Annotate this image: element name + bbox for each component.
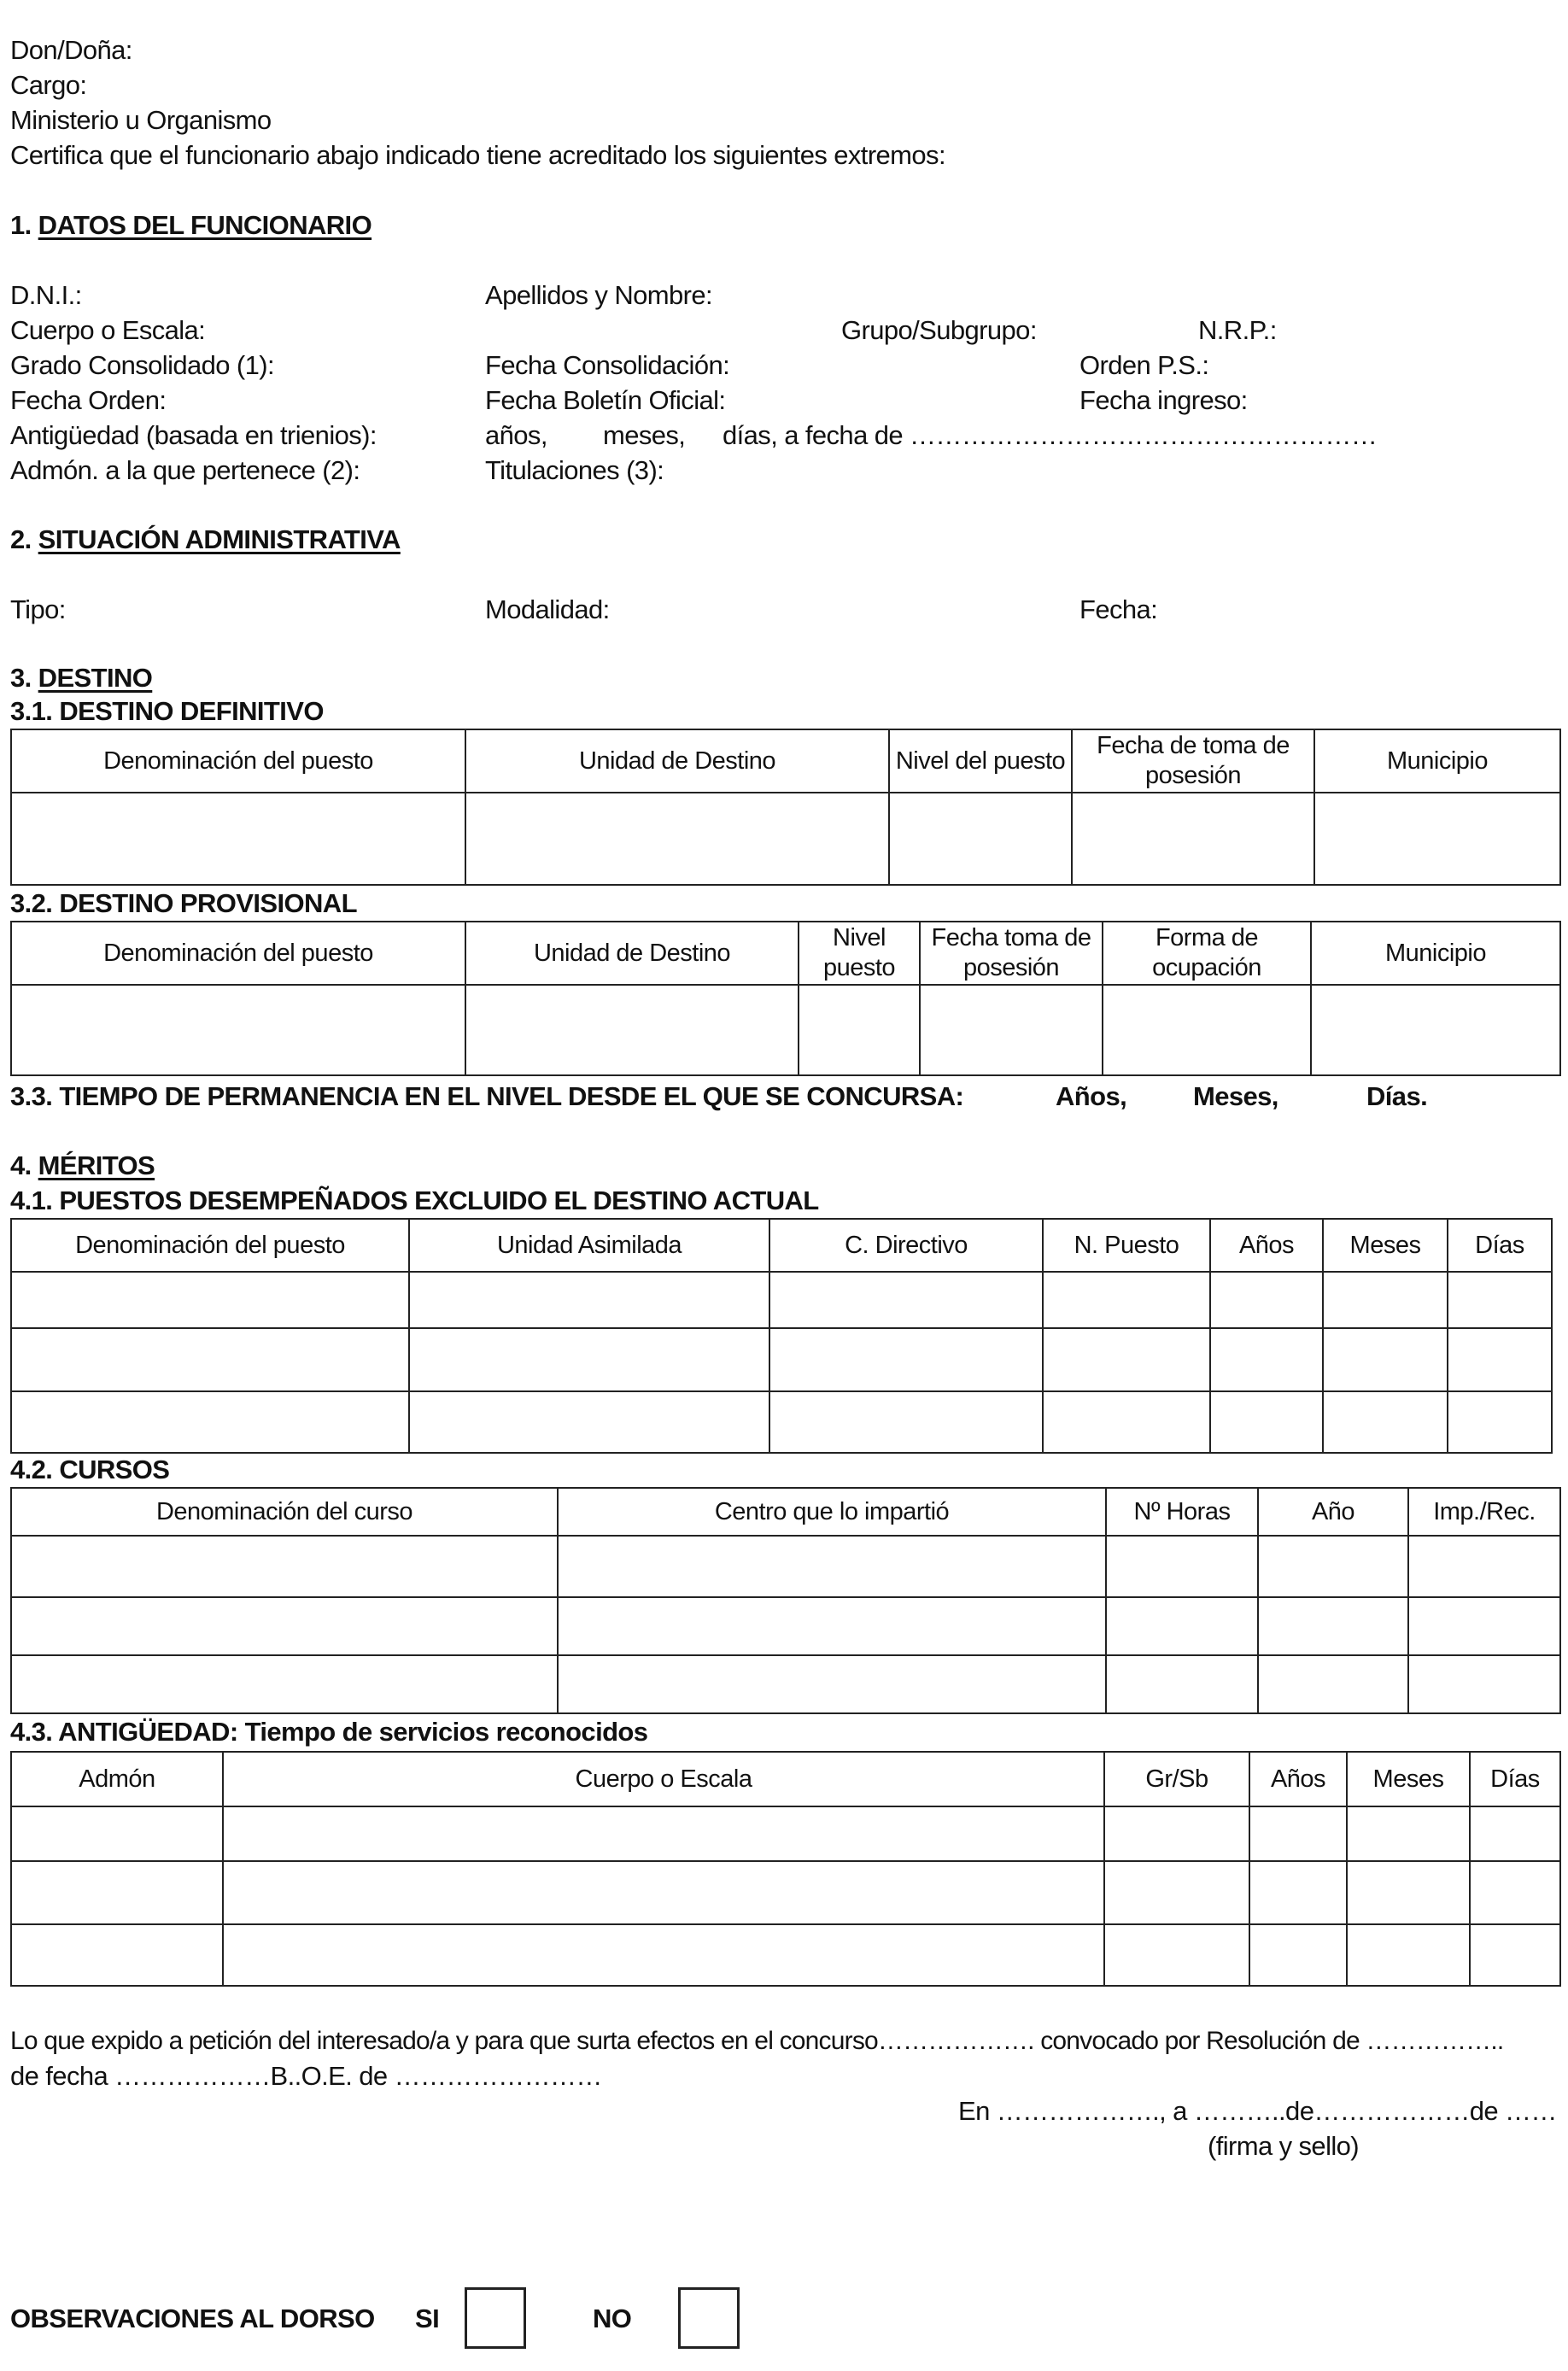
table-row — [11, 1391, 1552, 1453]
input-cell[interactable] — [1448, 1391, 1552, 1453]
column-header: Nº Horas — [1106, 1488, 1258, 1536]
input-cell[interactable] — [1210, 1391, 1323, 1453]
input-cell[interactable] — [920, 985, 1103, 1075]
input-cell[interactable] — [11, 1806, 223, 1861]
column-header: Unidad de Destino — [465, 922, 799, 985]
antiguedad-title: 4.3. ANTIGÜEDAD: Tiempo de servicios reconocidos — [10, 1717, 648, 1747]
table-row — [11, 1597, 1560, 1655]
column-header: Cuerpo o Escala — [223, 1752, 1104, 1806]
meses-label: meses, — [603, 420, 686, 450]
input-cell[interactable] — [1210, 1328, 1323, 1391]
table-header-row — [11, 922, 1560, 985]
column-header: Nivel del puesto — [889, 729, 1072, 793]
column-header: Años — [1249, 1752, 1347, 1806]
column-header: Fecha de toma de posesión — [1072, 729, 1314, 793]
column-header: Centro que lo impartió — [558, 1488, 1106, 1536]
column-header: Unidad Asimilada — [409, 1219, 769, 1272]
table-row — [11, 793, 1560, 885]
input-cell[interactable] — [1470, 1924, 1560, 1986]
certifica-text: Certifica que el funcionario abajo indicado tiene acreditado los siguientes extremos: — [10, 140, 945, 170]
input-cell[interactable] — [409, 1272, 769, 1328]
input-cell[interactable] — [465, 793, 889, 885]
input-cell[interactable] — [1106, 1536, 1258, 1597]
input-cell[interactable] — [11, 1861, 223, 1924]
destino-provisional-table — [10, 921, 1561, 1076]
input-cell[interactable] — [1323, 1391, 1448, 1453]
apellidos-label: Apellidos y Nombre: — [485, 280, 712, 310]
column-header: Meses — [1323, 1219, 1448, 1272]
input-cell[interactable] — [1323, 1328, 1448, 1391]
cargo-label: Cargo: — [10, 70, 87, 100]
input-cell[interactable] — [1043, 1272, 1210, 1328]
ministerio-label: Ministerio u Organismo — [10, 105, 272, 135]
observaciones-label: OBSERVACIONES AL DORSO — [10, 2304, 375, 2333]
input-cell[interactable] — [223, 1806, 1104, 1861]
column-header: Municipio — [1311, 922, 1560, 985]
section-3-number: 3. — [10, 663, 32, 693]
fecha-orden-label: Fecha Orden: — [10, 385, 167, 415]
dni-label: D.N.I.: — [10, 280, 82, 310]
input-cell[interactable] — [465, 985, 799, 1075]
input-cell[interactable] — [1448, 1272, 1552, 1328]
input-cell[interactable] — [1470, 1806, 1560, 1861]
section-4-heading — [10, 1149, 155, 1183]
column-header: Fecha toma de posesión — [920, 922, 1103, 985]
input-cell[interactable] — [769, 1272, 1043, 1328]
table-row — [11, 1924, 1560, 1986]
column-header: Unidad de Destino — [465, 729, 889, 793]
table-row — [11, 1655, 1560, 1713]
input-cell[interactable] — [11, 1655, 558, 1713]
fecha-consolidacion-label: Fecha Consolidación: — [485, 350, 730, 380]
input-cell[interactable] — [409, 1328, 769, 1391]
titulaciones-label: Titulaciones (3): — [485, 455, 664, 485]
input-cell[interactable] — [1347, 1806, 1470, 1861]
section-2-title: SITUACIÓN ADMINISTRATIVA — [38, 524, 401, 554]
input-cell[interactable] — [1408, 1655, 1560, 1713]
section-1-title: DATOS DEL FUNCIONARIO — [38, 210, 372, 240]
input-cell[interactable] — [11, 1536, 558, 1597]
column-header: Denominación del puesto — [11, 1219, 409, 1272]
admon-label: Admón. a la que pertenece (2): — [10, 455, 360, 485]
input-cell[interactable] — [1470, 1861, 1560, 1924]
input-cell[interactable] — [1408, 1597, 1560, 1655]
no-checkbox[interactable] — [678, 2287, 740, 2349]
tipo-label: Tipo: — [10, 594, 66, 624]
input-cell[interactable] — [1258, 1655, 1408, 1713]
column-header: Imp./Rec. — [1408, 1488, 1560, 1536]
column-header: Gr/Sb — [1104, 1752, 1249, 1806]
orden-ps-label: Orden P.S.: — [1079, 350, 1209, 380]
nrp-label: N.R.P.: — [1198, 315, 1277, 345]
input-cell[interactable] — [558, 1655, 1106, 1713]
input-cell[interactable] — [1258, 1597, 1408, 1655]
input-cell[interactable] — [769, 1328, 1043, 1391]
input-cell[interactable] — [1347, 1924, 1470, 1986]
input-cell[interactable] — [409, 1391, 769, 1453]
permanencia-anos: Años, — [1056, 1081, 1127, 1111]
column-header: Año — [1258, 1488, 1408, 1536]
column-header: Forma de ocupación — [1103, 922, 1311, 985]
table-row — [11, 1272, 1552, 1328]
section-2-heading — [10, 523, 401, 557]
fecha-label: Fecha: — [1079, 594, 1158, 624]
permanencia-dias: Días. — [1366, 1081, 1428, 1111]
column-header: Días — [1448, 1219, 1552, 1272]
column-header: N. Puesto — [1043, 1219, 1210, 1272]
section-1-heading — [10, 208, 372, 243]
si-label: SI — [415, 2304, 440, 2333]
grupo-label: Grupo/Subgrupo: — [841, 315, 1037, 345]
table-row — [11, 985, 1560, 1075]
input-cell[interactable] — [11, 793, 465, 885]
section-1-number: 1. — [10, 210, 32, 240]
input-cell[interactable] — [889, 793, 1072, 885]
permanencia-meses: Meses, — [1193, 1081, 1278, 1111]
section-3-title: DESTINO — [38, 663, 153, 693]
table-header-row — [11, 1219, 1552, 1272]
fecha-boe-text: de fecha ………………B..O.E. de …………………… — [10, 2061, 602, 2091]
expido-text: Lo que expido a petición del interesado/a y para que surta efectos en el concurso………………. convocado por Resolución de …………….. — [10, 2027, 1504, 2055]
input-cell[interactable] — [1106, 1597, 1258, 1655]
input-cell[interactable] — [1104, 1806, 1249, 1861]
input-cell[interactable] — [11, 985, 465, 1075]
input-cell[interactable] — [1311, 985, 1560, 1075]
puestos-title: 4.1. PUESTOS DESEMPEÑADOS EXCLUIDO EL DESTINO ACTUAL — [10, 1186, 819, 1215]
column-header: Meses — [1347, 1752, 1470, 1806]
input-cell[interactable] — [1249, 1806, 1347, 1861]
puestos-table — [10, 1218, 1553, 1454]
cursos-title: 4.2. CURSOS — [10, 1455, 170, 1484]
input-cell[interactable] — [1323, 1272, 1448, 1328]
firma-sello-label: (firma y sello) — [1208, 2131, 1360, 2161]
input-cell[interactable] — [558, 1597, 1106, 1655]
input-cell[interactable] — [1408, 1536, 1560, 1597]
input-cell[interactable] — [1258, 1536, 1408, 1597]
section-2-number: 2. — [10, 524, 32, 554]
input-cell[interactable] — [1104, 1861, 1249, 1924]
destino-definitivo-table — [10, 729, 1561, 886]
input-cell[interactable] — [1104, 1924, 1249, 1986]
column-header: Días — [1470, 1752, 1560, 1806]
section-4-number: 4. — [10, 1150, 32, 1180]
input-cell[interactable] — [1249, 1861, 1347, 1924]
input-cell[interactable] — [1072, 793, 1314, 885]
input-cell[interactable] — [1043, 1328, 1210, 1391]
section-4-title: MÉRITOS — [38, 1150, 155, 1180]
fecha-boletin-label: Fecha Boletín Oficial: — [485, 385, 726, 415]
column-header: Nivel puesto — [799, 922, 920, 985]
si-checkbox[interactable] — [465, 2287, 526, 2349]
input-cell[interactable] — [1347, 1861, 1470, 1924]
lugar-fecha-text: En ………………., a ………..de………………de …… — [958, 2096, 1557, 2126]
grado-label: Grado Consolidado (1): — [10, 350, 275, 380]
fecha-ingreso-label: Fecha ingreso: — [1079, 385, 1248, 415]
modalidad-label: Modalidad: — [485, 594, 610, 624]
destino-definitivo-title: 3.1. DESTINO DEFINITIVO — [10, 696, 324, 726]
input-cell[interactable] — [1043, 1391, 1210, 1453]
input-cell[interactable] — [11, 1328, 409, 1391]
table-header-row — [11, 1752, 1560, 1806]
table-row — [11, 1328, 1552, 1391]
input-cell[interactable] — [799, 985, 920, 1075]
dias-fecha-label: días, a fecha de ……………………………………………… — [723, 420, 1378, 450]
destino-provisional-title: 3.2. DESTINO PROVISIONAL — [10, 888, 357, 918]
don-label: Don/Doña: — [10, 35, 132, 65]
section-3-heading — [10, 661, 152, 695]
input-cell[interactable] — [11, 1391, 409, 1453]
table-row — [11, 1536, 1560, 1597]
input-cell[interactable] — [1210, 1272, 1323, 1328]
input-cell[interactable] — [223, 1861, 1104, 1924]
antiguedad-table — [10, 1751, 1561, 1987]
table-header-row — [11, 1488, 1560, 1536]
anos-label: años, — [485, 420, 547, 450]
input-cell[interactable] — [11, 1272, 409, 1328]
column-header: Denominación del curso — [11, 1488, 558, 1536]
no-label: NO — [593, 2304, 632, 2333]
input-cell[interactable] — [1448, 1328, 1552, 1391]
cuerpo-label: Cuerpo o Escala: — [10, 315, 206, 345]
input-cell[interactable] — [11, 1924, 223, 1986]
column-header: Admón — [11, 1752, 223, 1806]
column-header: Denominación del puesto — [11, 922, 465, 985]
input-cell[interactable] — [1249, 1924, 1347, 1986]
table-header-row — [11, 729, 1560, 793]
column-header: C. Directivo — [769, 1219, 1043, 1272]
input-cell[interactable] — [1103, 985, 1311, 1075]
table-row — [11, 1861, 1560, 1924]
input-cell[interactable] — [558, 1536, 1106, 1597]
column-header: Municipio — [1314, 729, 1560, 793]
input-cell[interactable] — [1314, 793, 1560, 885]
input-cell[interactable] — [1106, 1655, 1258, 1713]
antiguedad-label: Antigüedad (basada en trienios): — [10, 420, 377, 450]
permanencia-label: 3.3. TIEMPO DE PERMANENCIA EN EL NIVEL DESDE EL QUE SE CONCURSA: — [10, 1081, 964, 1111]
input-cell[interactable] — [769, 1391, 1043, 1453]
table-row — [11, 1806, 1560, 1861]
column-header: Denominación del puesto — [11, 729, 465, 793]
column-header: Años — [1210, 1219, 1323, 1272]
input-cell[interactable] — [11, 1597, 558, 1655]
cursos-table — [10, 1487, 1561, 1714]
input-cell[interactable] — [223, 1924, 1104, 1986]
